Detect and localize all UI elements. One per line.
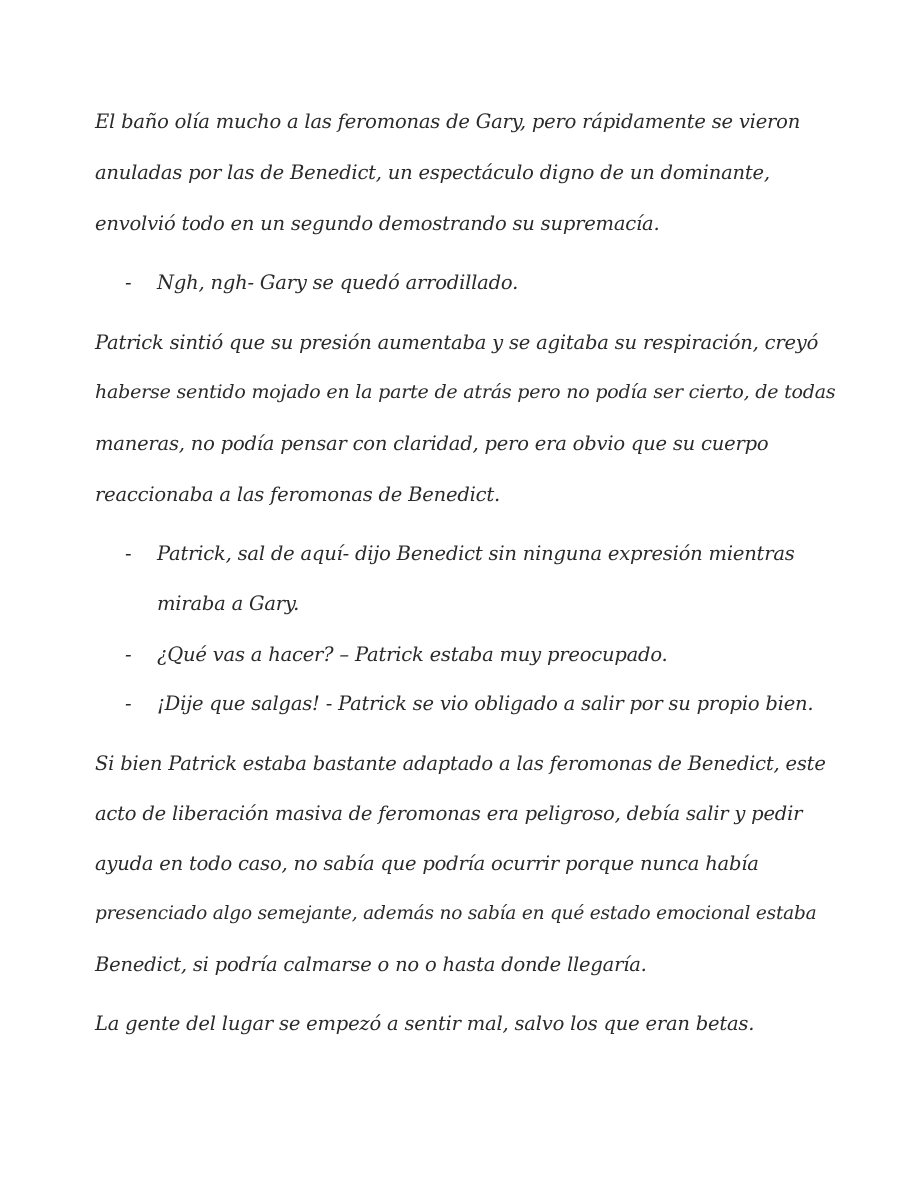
list-dash: - (125, 643, 132, 666)
dialogue-line: ¿Qué vas a hacer? – Patrick estaba muy preocupado. (157, 643, 668, 666)
text-line: maneras, no podía pensar con claridad, pero era obvio que su cuerpo (95, 432, 769, 455)
text-line: haberse sentido mojado en la parte de atrás pero no podía ser cierto, de todas (95, 381, 836, 403)
text-line: envolvió todo en un segundo demostrando su supremacía. (95, 212, 660, 235)
dialogue-line: miraba a Gary. (157, 592, 300, 615)
dialogue-line: Patrick, sal de aquí- dijo Benedict sin ninguna expresión mientras (157, 542, 795, 565)
text-line: ayuda en todo caso, no sabía que podría ocurrir porque nunca había (95, 852, 759, 875)
text-line: reaccionaba a las feromonas de Benedict. (95, 483, 500, 506)
list-dash: - (125, 692, 132, 715)
text-line: anuladas por las de Benedict, un espectáculo digno de un dominante, (95, 161, 770, 184)
text-line: acto de liberación masiva de feromonas era peligroso, debía salir y pedir (95, 802, 803, 825)
list-dash: - (125, 271, 132, 294)
list-dash: - (125, 542, 132, 565)
text-line: Benedict, si podría calmarse o no o hasta donde llegaría. (95, 953, 647, 976)
text-line: Patrick sintió que su presión aumentaba y se agitaba su respiración, creyó (95, 331, 819, 354)
text-line: El baño olía mucho a las feromonas de Gary, pero rápidamente se vieron (95, 110, 801, 133)
text-line: La gente del lugar se empezó a sentir mal, salvo los que eran betas. (95, 1012, 755, 1035)
dialogue-line: Ngh, ngh- Gary se quedó arrodillado. (157, 271, 519, 294)
text-line: presenciado algo semejante, además no sabía en qué estado emocional estaba (95, 903, 817, 924)
dialogue-line: ¡Dije que salgas! - Patrick se vio obligado a salir por su propio bien. (157, 692, 814, 715)
text-line: Si bien Patrick estaba bastante adaptado a las feromonas de Benedict, este (95, 752, 826, 775)
